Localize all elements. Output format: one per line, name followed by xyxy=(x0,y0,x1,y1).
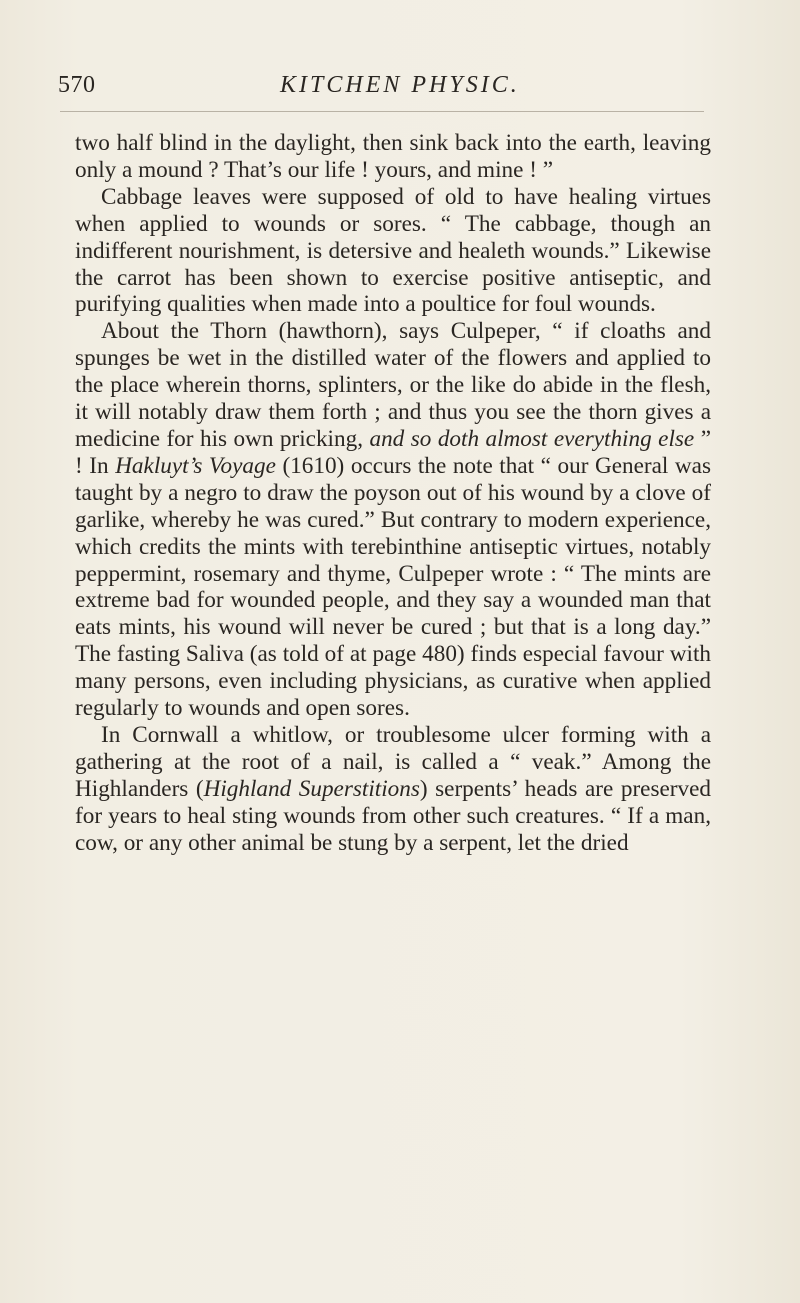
body-text xyxy=(75,130,711,856)
paragraph-thorn xyxy=(75,318,711,722)
paragraph-text: ) serpents’ heads are preserved for years to heal sting wounds from other such creatures. “ If a man, cow, or any other animal be stung by a serpent, let the dried xyxy=(75,775,711,856)
header-rule xyxy=(60,111,704,112)
book-title: Highland Superstitions xyxy=(203,775,420,802)
paragraph-text: ” ! In xyxy=(75,425,711,479)
paragraph-text: (1610) occurs the note that “ our General was taught by a negro to draw the poyson out of his wound by a clove of garlike, whereby he was cured.” But contrary to modern experience, which credits the mints with terebinthine antiseptic virtues, notably peppermint, rosemary and thyme, Culpeper wrote : “ The mints are extreme bad for wounded people, and they say a wounded man that eats mints, his wound will never be cured ; but that is a long day.” The fasting Saliva (as told of at page 480) finds especial favour with many persons, even including physicians, as curative when applied regularly to wounds and open sores. xyxy=(75,452,711,722)
italic-quote: and so doth almost everything else xyxy=(369,425,695,452)
paragraph-cornwall xyxy=(75,722,711,857)
book-title: Hakluyt’s Voyage xyxy=(115,452,276,479)
paragraph-continuation: two half blind in the daylight, then sink back into the earth, leaving only a mound ? That’s our life ! yours, and mine ! ” xyxy=(75,130,711,183)
page-header xyxy=(58,72,708,112)
page-number: 570 xyxy=(58,72,96,98)
running-title: KITCHEN PHYSIC. xyxy=(280,72,520,98)
paragraph-text: In Cornwall a whitlow, or troublesome ulcer forming with a gathering at the root of a nail, is called a “ veak.” Among the Highlanders ( xyxy=(75,721,711,802)
paragraph-text: About the Thorn (hawthorn), says Culpeper, “ if cloaths and spunges be wet in the distilled water of the flowers and applied to the place wherein thorns, splinters, or the like do abide in the flesh, it will notably draw them forth ; and thus you see the thorn gives a medicine for his own pricking, xyxy=(75,318,711,452)
paragraph-cabbage: Cabbage leaves were supposed of old to have healing virtues when applied to wounds or sores. “ The cabbage, though an indifferent nourishment, is detersive and healeth wounds.” Likewise the carrot has been shown to exercise positive antiseptic, and purifying qualities when made into a poultice for foul wounds. xyxy=(75,183,711,318)
